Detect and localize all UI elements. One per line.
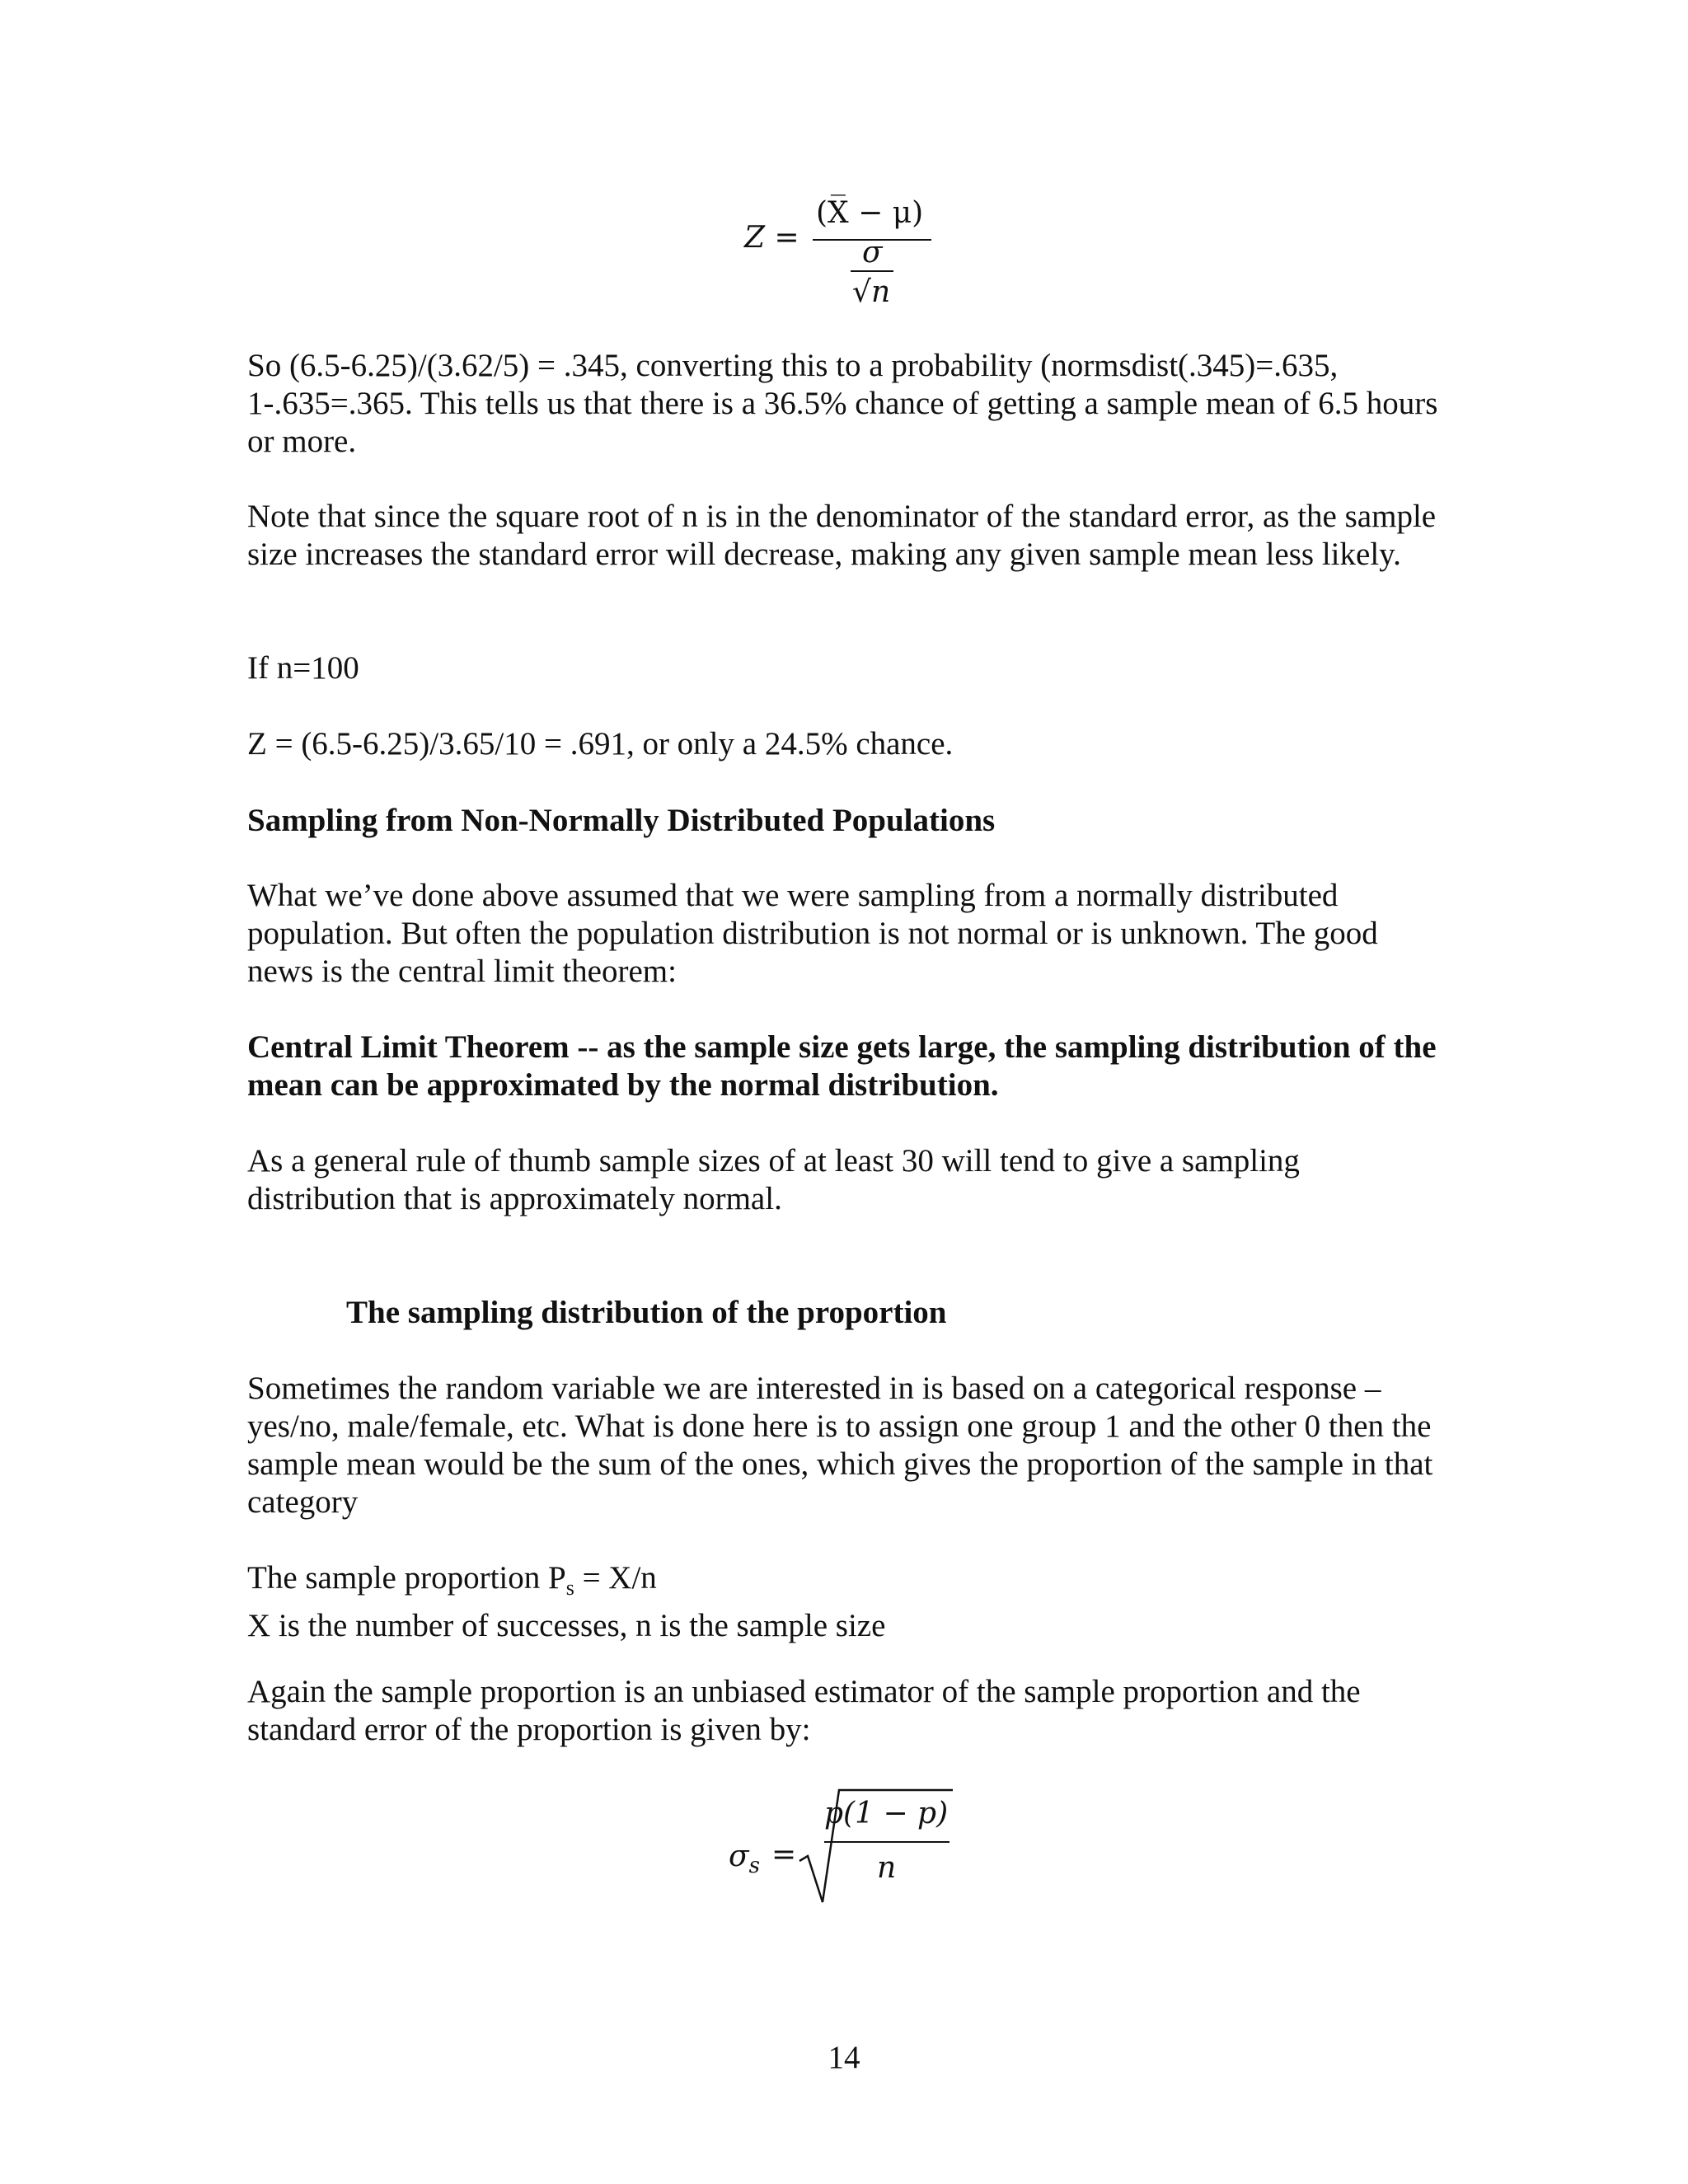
z-formula-inner-fraction-bar [851, 270, 893, 272]
sigma-formula-equals: = [771, 1838, 797, 1872]
paragraph-sample-proportion [247, 1559, 1442, 1645]
sample-proportion-suffix: = X/n [574, 1560, 657, 1596]
section-heading-non-normal: Sampling from Non-Normally Distributed Populations [247, 803, 996, 838]
z-formula-numerator: (X̅ − μ) [816, 196, 924, 230]
sigma-symbol: σ [729, 1840, 749, 1873]
z-formula-denominator-top: σ [862, 236, 883, 269]
sigma-formula-lhs [729, 1840, 760, 1878]
paragraph-z-calculation: So (6.5-6.25)/(3.62/5) = .345, converting this to a probability (normsdist(.345)=.635, 1-.635=.365. This tells us that there is a 36.5% chance of getting a sample mean of 6.5 hours or more. [247, 348, 1438, 459]
paragraph-non-normal-intro: What we’ve done above assumed that we were sampling from a normally distributed population. But often the population distribution is not normal or is unknown. The good news is the central limit theorem: [247, 878, 1378, 989]
paragraph-z-n100: Z = (6.5-6.25)/3.65/10 = .691, or only a 24.5% chance. [247, 726, 954, 762]
paragraph-if-n: If n=100 [247, 650, 359, 686]
sample-proportion-definition: X is the number of successes, n is the sample size [247, 1608, 886, 1643]
z-formula-lhs: Z = [744, 221, 799, 255]
paragraph-rule-of-thumb: As a general rule of thumb sample sizes of at least 30 will tend to give a sampling distribution that is approximately normal. [247, 1143, 1300, 1216]
sigma-formula-fraction-bar [824, 1841, 950, 1843]
sigma-formula-denominator: n [877, 1851, 897, 1885]
sigma-formula-numerator: p(1 − p) [824, 1797, 949, 1830]
sample-proportion-subscript: s [565, 1576, 574, 1600]
paragraph-categorical-response: Sometimes the random variable we are interested in is based on a categorical response – yes/no, male/female, etc. What is done here is to assign one group 1 and the other 0 then the sample mean would be the sum of the ones, which gives the proportion of the sample in that category [247, 1371, 1433, 1520]
page-number: 14 [828, 2040, 860, 2075]
paragraph-unbiased-estimator: Again the sample proportion is an unbiased estimator of the sample proportion and the standard error of the proportion is given by: [247, 1674, 1361, 1747]
sample-proportion-prefix: The sample proportion P [247, 1560, 566, 1596]
paragraph-standard-error-note: Note that since the square root of n is in the denominator of the standard error, as the sample size increases the standard error will decrease, making any given sample mean less likely. [247, 499, 1437, 572]
section-heading-proportion: The sampling distribution of the proportion [346, 1295, 947, 1330]
z-formula-denominator-bottom: √n [852, 275, 891, 309]
sigma-subscript: s [748, 1854, 760, 1878]
central-limit-theorem-statement: Central Limit Theorem -- as the sample size gets large, the sampling distribution of the mean can be approximated by the normal distribution. [247, 1029, 1437, 1103]
